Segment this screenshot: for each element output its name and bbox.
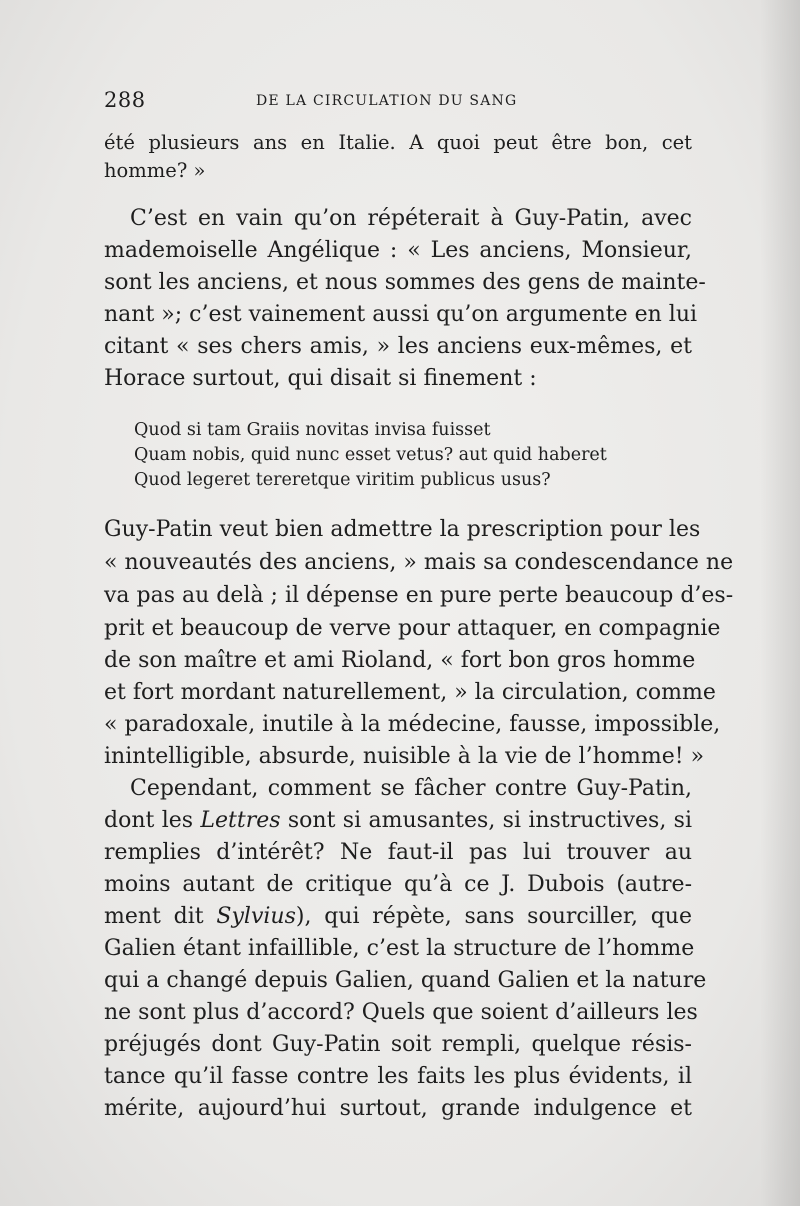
text-line: été plusieurs ans en Italie. A quoi peut être bon, cet	[104, 131, 692, 154]
text-line: ne sont plus d’accord? Quels que soient d’ailleurs les	[104, 1000, 698, 1025]
quote-line: Quam nobis, quid nunc esset vetus? aut quid haberet	[134, 445, 607, 465]
page-number: 288	[104, 88, 146, 112]
text-line: nant »; c’est vainement aussi qu’on argumente en lui	[104, 302, 698, 327]
text-segment: ment dit	[104, 904, 217, 929]
text-line-with-italic	[104, 902, 692, 932]
text-line: homme? »	[104, 159, 206, 182]
page-header	[104, 88, 692, 118]
text-line: Horace surtout, qui disait si finement :	[104, 366, 537, 391]
text-line: et fort mordant naturellement, » la circulation, comme	[104, 680, 716, 705]
text-segment: sont si amusantes, si instructives, si	[280, 808, 692, 833]
text-line: va pas au delà ; il dépense en pure perte beaucoup d’es-	[104, 583, 734, 608]
text-line: « nouveautés des anciens, » mais sa condescendance ne	[104, 550, 734, 575]
text-line: tance qu’il fasse contre les faits les plus évidents, il	[104, 1064, 692, 1089]
text-line: Galien étant infaillible, c’est la structure de l’homme	[104, 936, 695, 961]
text-line: remplies d’intérêt? Ne faut-il pas lui trouver au	[104, 840, 692, 865]
text-line: sont les anciens, et nous sommes des gens de mainte-	[104, 270, 706, 295]
text-line: prit et beaucoup de verve pour attaquer, en compagnie	[104, 616, 721, 641]
quote-line: Quod legeret tereretque viritim publicus usus?	[134, 470, 551, 490]
text-line-with-italic	[104, 806, 692, 836]
text-line: mademoiselle Angélique : « Les anciens, Monsieur,	[104, 238, 692, 263]
text-line: Cependant, comment se fâcher contre Guy-Patin,	[130, 776, 692, 801]
text-line: inintelligible, absurde, nuisible à la vie de l’homme! »	[104, 744, 705, 769]
text-segment: dont les	[104, 808, 201, 833]
italic-name: Sylvius	[216, 904, 296, 929]
text-line: moins autant de critique qu’à ce J. Dubois (autre-	[104, 872, 692, 897]
text-line: qui a changé depuis Galien, quand Galien et la nature	[104, 968, 707, 993]
page-edge-shadow	[760, 0, 800, 1206]
text-line: préjugés dont Guy-Patin soit rempli, quelque résis-	[104, 1032, 692, 1057]
text-line: C’est en vain qu’on répéterait à Guy-Patin, avec	[130, 206, 692, 231]
quote-line: Quod si tam Graiis novitas invisa fuisset	[134, 420, 491, 440]
text-line: citant « ses chers amis, » les anciens eux-mêmes, et	[104, 334, 692, 359]
text-line: mérite, aujourd’hui surtout, grande indulgence et	[104, 1096, 692, 1121]
text-line: de son maître et ami Rioland, « fort bon gros homme	[104, 648, 696, 673]
running-title: DE LA CIRCULATION DU SANG	[256, 93, 518, 109]
text-line: « paradoxale, inutile à la médecine, fausse, impossible,	[104, 712, 721, 737]
text-line: Guy-Patin veut bien admettre la prescription pour les	[104, 517, 701, 542]
text-segment: ), qui répète, sans sourciller, que	[295, 904, 692, 929]
italic-title: Lettres	[200, 808, 281, 833]
